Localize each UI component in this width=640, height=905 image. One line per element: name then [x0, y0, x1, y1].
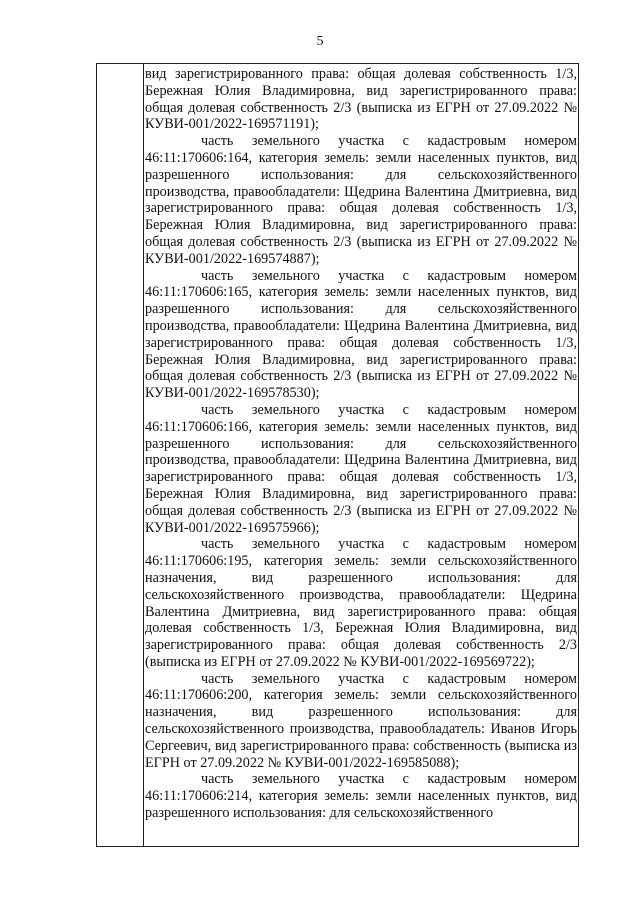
document-table: [96, 63, 579, 847]
paragraph-plot-164: часть земельного участка с кадастровым номером 46:11:170606:164, категория земель: земли населенных пунктов, вид разрешенного использования: для сельскохозяйственного производства, правообладатели: Щедрина Валентина Дмитриевна, вид зарегистрированного права: общая долевая собственность 1/3, Бережная Юлия Владимировна, вид зарегистрированного права: общая долевая собственность 2/3 (выписка из ЕГРН от 27.09.2022 № КУВИ-001/2022-169574887);: [145, 133, 577, 267]
paragraph-plot-200: часть земельного участка с кадастровым номером 46:11:170606:200, категория земель: земли сельскохозяйственного назначения, вид разрешенного использования: для сельскохозяйственного производства, правообладатель: Иванов Игорь Сергеевич, вид зарегистрированного права: собственность (выписка из ЕГРН от 27.09.2022 № КУВИ-001/2022-169585088);: [145, 670, 577, 771]
page-number: 5: [316, 34, 324, 49]
table-left-column: [97, 64, 144, 846]
paragraph-plot-195: часть земельного участка с кадастровым номером 46:11:170606:195, категория земель: земли сельскохозяйственного назначения, вид разрешенного использования: для сельскохозяйственного производства, правообладатели: Щедрина Валентина Дмитриевна, вид зарегистрированного права: общая долевая собственность 1/3, Бережная Юлия Владимировна, вид зарегистрированного права: общая долевая собственность 2/3 (выписка из ЕГРН от 27.09.2022 № КУВИ-001/2022-169569722);: [145, 536, 577, 670]
paragraph-plot-214: часть земельного участка с кадастровым номером 46:11:170606:214, категория земель: земли населенных пунктов, вид разрешенного использования: для сельскохозяйственного: [145, 771, 577, 822]
table-right-column: [144, 64, 580, 846]
paragraph-plot-166: часть земельного участка с кадастровым номером 46:11:170606:166, категория земель: земли населенных пунктов, вид разрешенного использования: для сельскохозяйственного производства, правообладатели: Щедрина Валентина Дмитриевна, вид зарегистрированного права: общая долевая собственность 1/3, Бережная Юлия Владимировна, вид зарегистрированного права: общая долевая собственность 2/3 (выписка из ЕГРН от 27.09.2022 № КУВИ-001/2022-169575966);: [145, 401, 577, 536]
paragraph-plot-165: часть земельного участка с кадастровым номером 46:11:170606:165, категория земель: земли населенных пунктов, вид разрешенного использования: для сельскохозяйственного производства, правообладатели: Щедрина Валентина Дмитриевна, вид зарегистрированного права: общая долевая собственность 1/3, Бережная Юлия Владимировна, вид зарегистрированного права: общая долевая собственность 2/3 (выписка из ЕГРН от 27.09.2022 № КУВИ-001/2022-169578530);: [145, 267, 577, 402]
paragraph-continuation: вид зарегистрированного права: общая долевая собственность 1/3, Бережная Юлия Владимировна, вид зарегистрированного права: общая долевая собственность 2/3 (выписка из ЕГРН от 27.09.2022 № КУВИ-001/2022-169571191);: [145, 66, 577, 133]
